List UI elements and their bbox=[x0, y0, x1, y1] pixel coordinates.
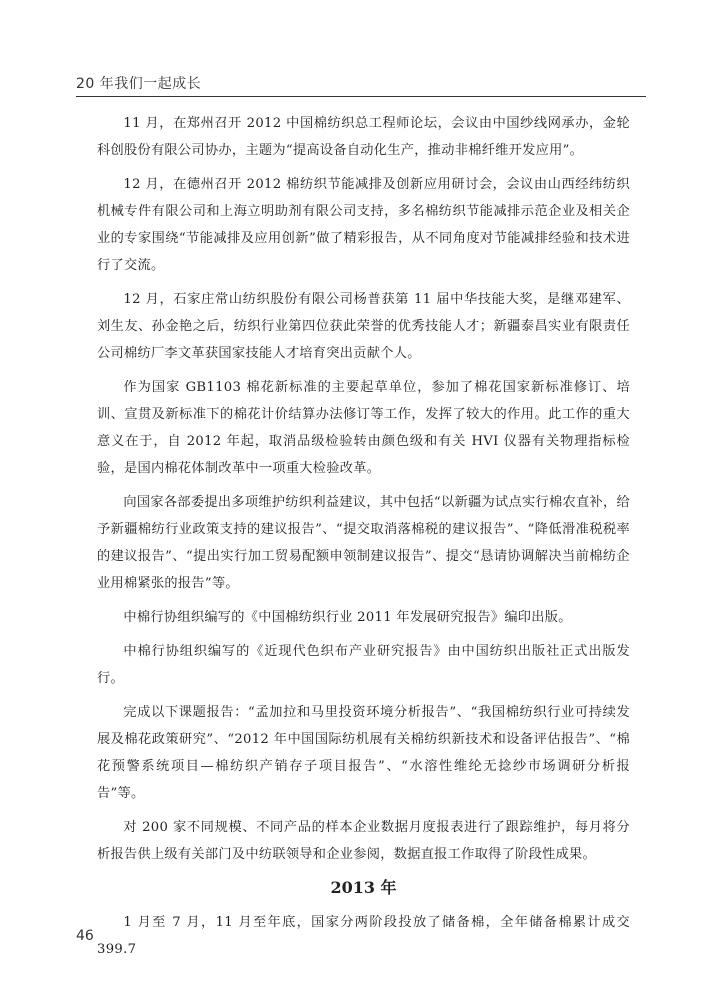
section-heading-year: 2013 年 bbox=[330, 878, 397, 897]
paragraph: 12 月，在德州召开 2012 棉纺织节能减排及创新应用研讨会，会议由山西经纬纺织机械专件有限公司和上海立明助剂有限公司支持，多名棉纺织节能减排示范企业及相关企业的专家围绕“节能减排及应用创新”做了精彩报告，从不同角度对节能减排经验和技术进行了交流。 bbox=[97, 177, 630, 273]
paragraph: 作为国家 GB1103 棉花新标准的主要起草单位，参加了棉花国家新标准修订、培训、宣贯及新标准下的棉花计价结算办法修订等工作，发挥了较大的作用。此工作的重大意义在于，自 2012 年起，取消品级检验转由颜色级和有关 HVI 仪器有关物理指标检验，是国内棉花体制改革中一项重大检验改革。 bbox=[97, 380, 630, 476]
paragraph: 完成以下课题报告：“孟加拉和马里投资环境分析报告”、“我国棉纺织行业可持续发展及棉花政策研究”、“2012 年中国国际纺机展有关棉纺织新技术和设备评估报告”、“棉花预警系统项目—棉纺织产销存子项目报告”、“水溶性维纶无捻纱市场调研分析报告”等。 bbox=[97, 705, 630, 801]
body-text bbox=[97, 110, 630, 970]
paragraph: 1 月至 7 月，11 月至年底，国家分两阶段投放了储备棉，全年储备棉累计成交 399.7 bbox=[97, 915, 630, 957]
paragraph: 中棉行协组织编写的《近现代色织布产业研究报告》由中国纺织出版社正式出版发行。 bbox=[97, 644, 630, 686]
paragraph: 中棉行协组织编写的《中国棉纺织行业 2011 年发展研究报告》编印出版。 bbox=[123, 610, 572, 625]
header-rule bbox=[76, 96, 646, 97]
paragraph: 向国家各部委提出多项维护纺织利益建议，其中包括“以新疆为试点实行棉农直补，给予新疆棉纺行业政策支持的建议报告”、“提交取消落棉税的建议报告”、“降低滑准税税率的建议报告”、“提出实行加工贸易配额申领制建议报告”、提交“恳请协调解决当前棉纺企业用棉紧张的报告”等。 bbox=[97, 495, 630, 591]
page-number: 46 bbox=[76, 928, 94, 944]
header-title: 20 年我们一起成长 bbox=[76, 76, 202, 92]
paragraph: 11 月，在郑州召开 2012 中国棉纺织总工程师论坛，会议由中国纱线网承办，金轮科创股份有限公司协办，主题为“提高设备自动化生产，推动非棉纤维开发应用”。 bbox=[97, 116, 630, 158]
paragraph: 对 200 家不同规模、不同产品的样本企业数据月度报表进行了跟踪维护，每月将分析报告供上级有关部门及中纺联领导和企业参阅，数据直报工作取得了阶段性成果。 bbox=[97, 820, 630, 862]
running-header bbox=[76, 73, 646, 97]
paragraph: 12 月，石家庄常山纺织股份有限公司杨普获第 11 届中华技能大奖，是继邓建军、刘生友、孙金艳之后，纺织行业第四位获此荣誉的优秀技能人才；新疆泰昌实业有限责任公司棉纺厂李文革获国家技能人才培育突出贡献个人。 bbox=[97, 292, 630, 361]
